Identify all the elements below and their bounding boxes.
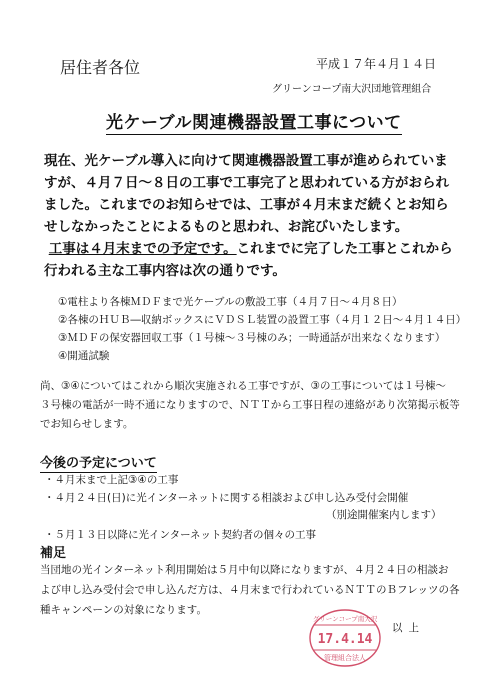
schedule-paragraph (44, 238, 472, 282)
note-line: 尚、③④についてはこれから順次実施される工事ですが、③の工事については１号棟～ (40, 380, 446, 392)
note-paragraph (40, 377, 460, 434)
seal-bottom-text: 管理組合法人 (324, 654, 366, 662)
schedule-line: 行われる主な工事内容は次の通りです。 (44, 263, 286, 279)
work-item: ③ＭＤＦの保安器回収工事（１号棟～３号棟のみ；一時通話が出来なくなります） (58, 332, 446, 344)
schedule-item: ・５月１３日以降に光インターネット契約者の個々の工事 (44, 529, 317, 541)
intro-line: 現在、光ケーブル導入に向けて関連機器設置工事が進められていま (44, 153, 448, 169)
intro-line: すが、４月７日～８日の工事で工事完了と思われている方がおられ (44, 175, 449, 191)
supplement-line: 種キャンペーンの対象になります。 (40, 604, 207, 616)
supplement-line: よび申し込み受付会で申し込んだ方は、４月末まで行われているＮＴＴのＢフレッツの各 (40, 584, 460, 596)
addressee: 居住者各位 (60, 58, 141, 77)
note-line: ３号棟の電話が一時不通になりますので、ＮＴＴから工事日程の連絡があり次第掲示板等 (40, 399, 460, 411)
schedule-heading: 今後の予定について (40, 452, 157, 473)
work-item: ④開通試験 (58, 350, 110, 362)
schedule-item: ・４月末まで上記③④の工事 (44, 474, 179, 486)
note-line: でお知らせします。 (40, 418, 134, 430)
issuer: グリーンコープ南大沢団地管理組合 (272, 84, 432, 95)
schedule-line (44, 238, 472, 260)
issue-date: 平成１７年４月１４日 (316, 57, 437, 71)
work-item: ①電柱より各棟ＭＤＦまで光ケーブルの敷設工事（４月７日～４月８日） (58, 296, 403, 308)
schedule-item: ・４月２４日(日)に光インターネットに関する相談および申し込み受付会開催 (44, 492, 409, 504)
approval-seal (308, 608, 382, 668)
schedule-line-rest: これまでに完了した工事とこれから (236, 241, 453, 257)
supplement-paragraph (40, 560, 459, 620)
closing-mark: 以上 (392, 622, 425, 634)
intro-line: せしなかったことによるものと思われ、お詫びいたします。 (44, 219, 409, 235)
end-of-april-statement: 工事は４月末までの予定です。 (48, 241, 237, 257)
notice-title: 光ケーブル関連機器設置工事について (106, 108, 402, 135)
work-items-list (58, 293, 466, 365)
intro-paragraph (44, 150, 472, 238)
work-item: ②各棟のＨＵＢ―収納ボックスにＶＤＳＬ装置の設置工事（４月１２日～４月１４日） (58, 314, 467, 326)
schedule-item-note: （別途開催案内します） (326, 509, 442, 521)
seal-top-text: グリーンコープ南大沢 (312, 615, 378, 623)
intro-line: ました。これまでのお知らせでは、工事が４月末まだ続くとお知ら (44, 197, 449, 213)
seal-date: 17.4.14 (317, 632, 373, 647)
supplement-heading: 補足 (40, 546, 67, 561)
supplement-line: 当団地の光インターネット利用開始は５月中旬以降になりますが、４月２４日の相談お (40, 564, 449, 576)
